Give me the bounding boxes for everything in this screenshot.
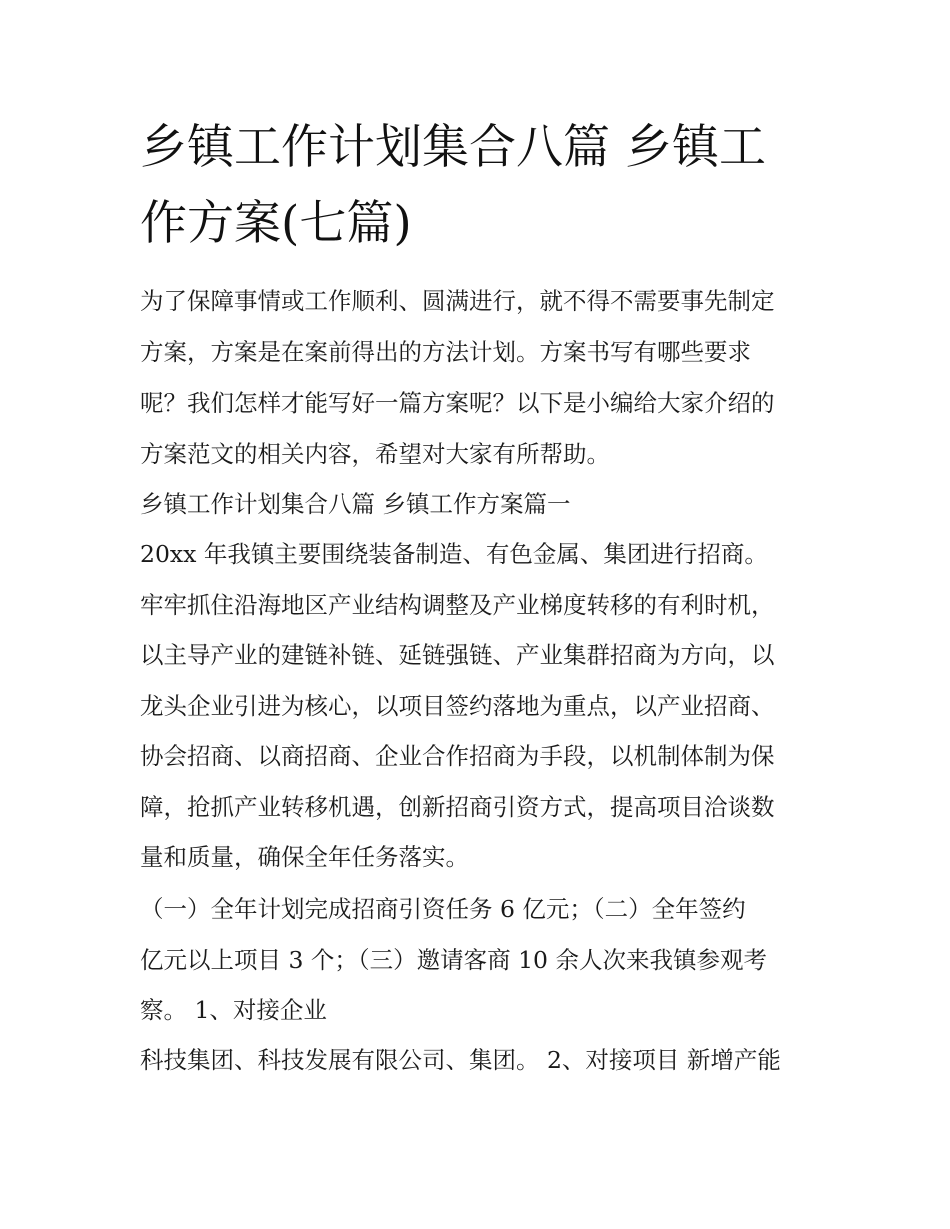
paragraph-line: 协会招商、以商招商、企业合作招商为手段，以机制体制为保 xyxy=(140,742,775,770)
intro-line: 呢？我们怎样才能写好一篇方案呢？以下是小编给大家介绍的 xyxy=(140,389,775,417)
section-heading xyxy=(140,479,820,529)
paragraph-line: 20xx 年我镇主要围绕装备制造、有色金属、集团进行招商。 xyxy=(140,540,768,568)
document-title xyxy=(140,110,840,262)
paragraph-line: 量和质量，确保全年任务落实。 xyxy=(140,843,469,871)
intro-line: 方案范文的相关内容，希望对大家有所帮助。 xyxy=(140,440,610,468)
paragraph-line: 科技集团、科技发展有限公司、集团。 2、对接项目 新增产能 xyxy=(140,1046,781,1074)
paragraph-line: 龙头企业引进为核心，以项目签约落地为重点，以产业招商、 xyxy=(140,691,775,720)
paragraph-line: （一）全年计划完成招商引资任务 6 亿元；（二）全年签约 xyxy=(140,895,746,923)
title-line-2: 作方案(七篇) xyxy=(140,196,412,251)
intro-line: 方案，方案是在案前得出的方法计划。方案书写有哪些要求 xyxy=(140,338,751,366)
paragraph-line: 察。 1、对接企业 xyxy=(140,996,327,1024)
paragraph-line: 牢牢抓住沿海地区产业结构调整及产业梯度转移的有利时机， xyxy=(140,590,775,619)
intro-line: 为了保障事情或工作顺利、圆满进行，就不得不需要事先制定 xyxy=(140,287,775,315)
section-heading-text: 乡镇工作计划集合八篇 乡镇工作方案篇一 xyxy=(140,490,571,518)
paragraph-1 xyxy=(140,529,820,883)
paragraph-2 xyxy=(140,884,820,1036)
paragraph-line: 以主导产业的建链补链、延链强链、产业集群招商为方向，以 xyxy=(140,641,775,669)
paragraph-3 xyxy=(140,1035,820,1086)
title-line-1: 乡镇工作计划集合八篇 乡镇工 xyxy=(140,120,766,175)
intro-paragraph xyxy=(140,276,820,480)
paragraph-line: 障，抢抓产业转移机遇，创新招商引资方式，提高项目洽谈数 xyxy=(140,792,775,821)
paragraph-line: 亿元以上项目 3 个；（三）邀请客商 10 余人次来我镇参观考 xyxy=(140,945,767,974)
